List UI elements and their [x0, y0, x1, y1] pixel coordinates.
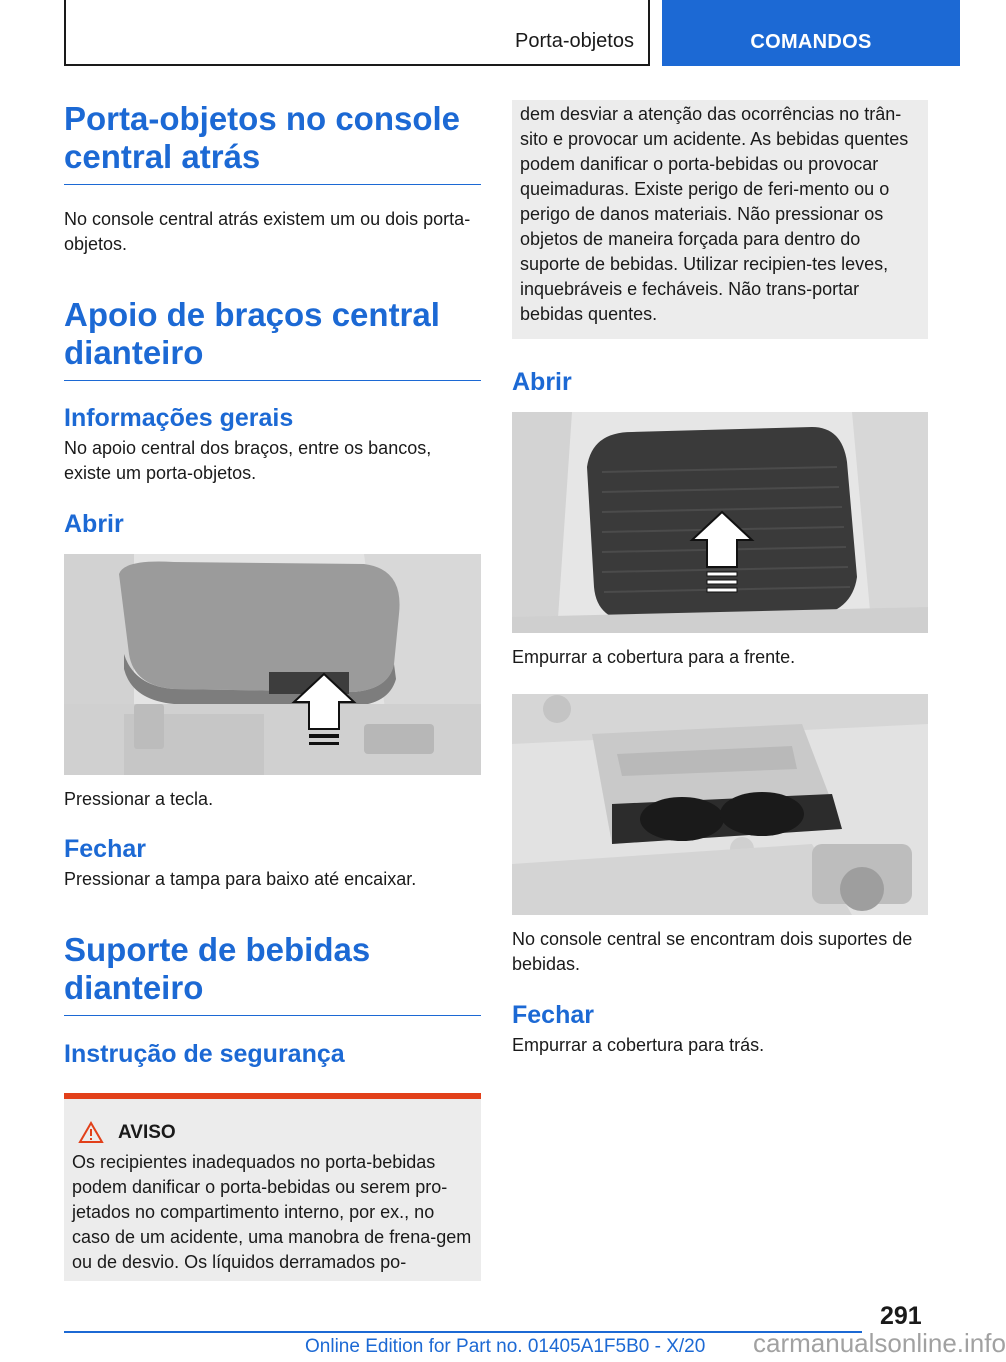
subheading-safety: Instrução de segurança: [64, 1040, 345, 1068]
page-number: 291: [880, 1302, 922, 1330]
paragraph-cupholder-close: Empurrar a cobertura para trás.: [512, 1035, 765, 1055]
caption-two-cupholders: No console central se encontram dois suportes de bebidas.: [512, 929, 913, 974]
footer-rule: [64, 1331, 862, 1333]
caption-press-button: Pressionar a tecla.: [64, 789, 214, 809]
footer-edition: Online Edition for Part no. 01405A1F5B0 - X/20: [305, 1336, 706, 1357]
paragraph-general-info: No apoio central dos braços, entre os bancos, existe um porta-objetos.: [64, 438, 432, 483]
subheading-armrest-close: Fechar: [64, 835, 146, 863]
paragraph-armrest-close: Pressionar a tampa para baixo até encaixar.: [64, 869, 417, 889]
paragraph-rear-console: No console central atrás existem um ou dois porta-objetos.: [64, 209, 471, 254]
right-column: [512, 100, 928, 1058]
subheading-cupholder-close: Fechar: [512, 1001, 594, 1029]
footer-watermark: carmanualsonline.info: [753, 1328, 1006, 1358]
subheading-general-info: Informações gerais: [64, 404, 294, 432]
caption-push-cover-forward: Empurrar a cobertura para a frente.: [512, 647, 796, 667]
heading-front-armrest: Apoio de braços central dianteiro: [64, 296, 481, 381]
warning-continued-box: [512, 100, 928, 339]
heading-front-cupholder: Suporte de bebidas dianteiro: [64, 931, 481, 1016]
warning-title: [78, 1121, 473, 1144]
subheading-armrest-open: Abrir: [64, 510, 124, 538]
armrest-button-illustration: [64, 554, 481, 775]
header-section-box: [64, 0, 650, 66]
subheading-cupholder-open: Abrir: [512, 368, 572, 396]
header-chapter-tab: [662, 0, 960, 66]
heading-rear-console-storage: Porta-objetos no console central atrás: [64, 100, 481, 185]
header-chapter-title: COMANDOS: [750, 31, 872, 53]
cupholder-cover-illustration: [512, 412, 928, 633]
warning-label: AVISO: [118, 1121, 176, 1143]
warning-box: [64, 1099, 481, 1281]
left-column: [64, 100, 481, 1281]
cupholders-open-illustration: [512, 694, 928, 915]
header-section-title: Porta-objetos: [515, 30, 634, 52]
warning-text: Os recipientes inadequados no porta-bebidas podem danificar o porta-bebidas ou serem pro-jetados no compartimento interno, por ex., no caso de um acidente, uma manobra de frena-gem ou de desvio. Os líquidos derramados po-: [72, 1152, 472, 1272]
warning-continued-text: dem desviar a atenção das ocorrências no trân-sito e provocar um acidente. As bebidas quentes podem danificar o porta-bebidas ou provocar queimaduras. Existe perigo de feri-mento ou o perigo de danos materiais. Não pressionar os objetos de maneira forçada para dentro do suporte de bebidas. Utilizar recipien-tes leves, inquebráveis e fecháveis. Não trans-portar bebidas quentes.: [520, 104, 909, 324]
warning-triangle-icon: [78, 1121, 104, 1144]
